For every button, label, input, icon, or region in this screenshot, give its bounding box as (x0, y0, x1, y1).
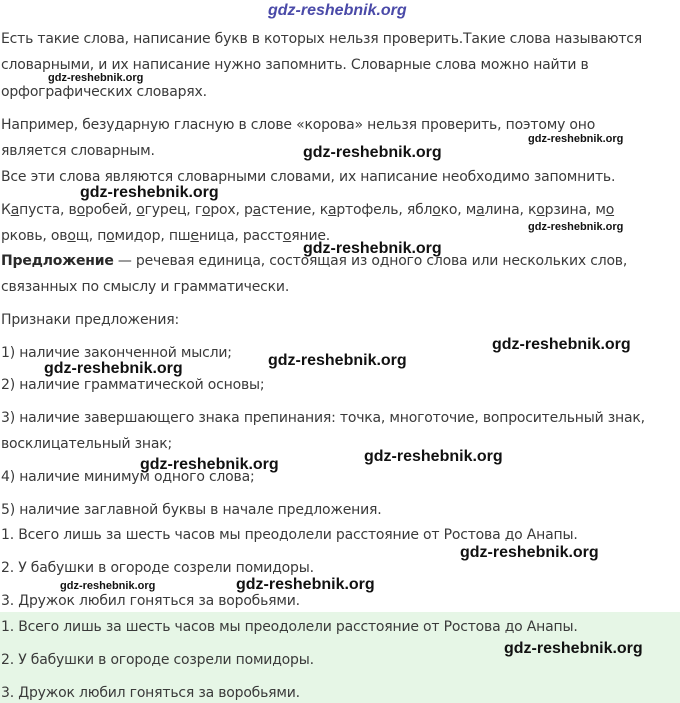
watermark: gdz-reshebnik.org (492, 336, 631, 353)
sign-item-3-line-2: восклицательный знак; (1, 436, 172, 452)
vocab-words-line-2: рковь, овощ, помидор, пшеница, расстояние. (1, 228, 331, 244)
sign-item-1: 1) наличие законченной мысли; (1, 345, 232, 361)
answer-3: 3. Дружок любил гоняться за воробьями. (1, 685, 300, 701)
watermark: gdz-reshebnik.org (268, 352, 407, 369)
watermark: gdz-reshebnik.org (364, 448, 503, 465)
sign-item-3-line-1: 3) наличие завершающего знака препинания: точка, многоточие, вопросительный знак, (1, 410, 645, 426)
watermark: gdz-reshebnik.org (48, 72, 144, 84)
definition-line-2: связанных по смыслу и грамматически. (1, 279, 290, 295)
vocab-intro: Все эти слова являются словарными словами, их написание необходимо запомнить. (1, 169, 616, 185)
watermark: gdz-reshebnik.org (460, 544, 599, 561)
signs-title: Признаки предложения: (1, 312, 179, 328)
sign-item-4: 4) наличие минимум одного слова; (1, 469, 255, 485)
watermark: gdz-reshebnik.org (303, 144, 442, 161)
definition-term: Предложение (1, 253, 114, 269)
answer-2: 2. У бабушки в огороде созрели помидоры. (1, 652, 314, 668)
watermark: gdz-reshebnik.org (80, 184, 219, 201)
sign-item-2: 2) наличие грамматической основы; (1, 377, 265, 393)
example-line-1: Например, безударную гласную в слове «корова» нельзя проверить, поэтому оно (1, 117, 596, 133)
watermark: gdz-reshebnik.org (528, 133, 624, 145)
sentence-1: 1. Всего лишь за шесть часов мы преодолели расстояние от Ростова до Анапы. (1, 527, 578, 543)
intro-line-1: Есть такие слова, написание букв в которых нельзя проверить.Такие слова называются (1, 31, 643, 47)
intro-line-2: словарными, и их написание нужно запомнить. Словарные слова можно найти в (1, 57, 589, 73)
watermark: gdz-reshebnik.org (504, 640, 643, 657)
sentence-2: 2. У бабушки в огороде созрели помидоры. (1, 560, 314, 576)
watermark: gdz-reshebnik.org (140, 456, 279, 473)
sign-item-5: 5) наличие заглавной буквы в начале предложения. (1, 502, 382, 518)
watermark: gdz-reshebnik.org (60, 580, 156, 592)
watermark: gdz-reshebnik.org (236, 576, 375, 593)
watermark: gdz-reshebnik.org (303, 240, 442, 257)
intro-line-3: орфографических словарях. (1, 84, 207, 100)
watermark: gdz-reshebnik.org (528, 221, 624, 233)
watermark: gdz-reshebnik.org (44, 360, 183, 377)
header-watermark: gdz-reshebnik.org (268, 2, 407, 19)
sentence-3: 3. Дружок любил гоняться за воробьями. (1, 593, 300, 609)
example-line-2: является словарным. (1, 143, 155, 159)
vocab-words-line-1: Капуста, воробей, огурец, горох, растение, картофель, яблоко, малина, корзина, мо (1, 202, 615, 218)
answer-1: 1. Всего лишь за шесть часов мы преодолели расстояние от Ростова до Анапы. (1, 619, 578, 635)
definition-line-1: Предложение — речевая единица, состоящая из одного слова или нескольких слов, (1, 253, 628, 269)
